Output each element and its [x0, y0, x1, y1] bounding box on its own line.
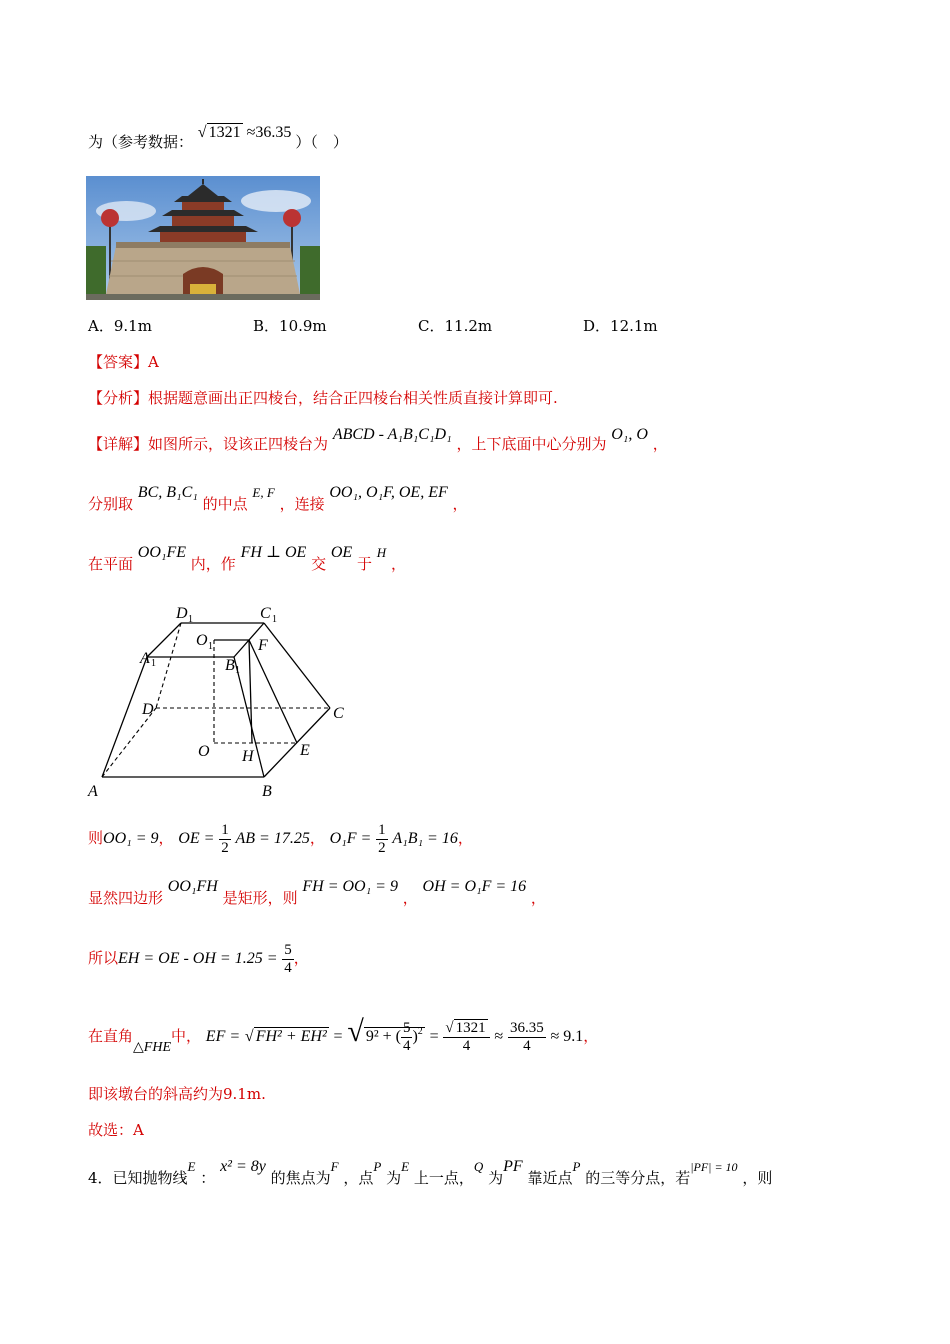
conclusion-line — [88, 1084, 266, 1104]
detail-line-1 — [88, 424, 668, 453]
label-a: A — [88, 783, 98, 800]
calc4-mid: 中， — [171, 1027, 202, 1045]
calc4-triangle: △FHE — [133, 1040, 171, 1055]
option-a[interactable]: A．9.1m — [88, 317, 152, 335]
label-o: O — [198, 743, 210, 760]
segments-name: OO₁, O₁F, OE, EF — [329, 484, 448, 501]
options-row — [88, 316, 748, 336]
q4-f: F — [330, 1159, 339, 1174]
calc1-comma-3: ， — [457, 829, 473, 847]
calc3-comma: ， — [293, 949, 309, 967]
half-den-2: 2 — [378, 839, 386, 856]
line-oe-name: OE — [330, 544, 353, 561]
c4-den: 4 — [402, 1037, 411, 1054]
label-o1-sub: 1 — [208, 641, 213, 652]
analysis-label: 【分析】 — [88, 389, 149, 407]
label-a1: A — [140, 650, 150, 667]
analysis-line — [88, 388, 558, 408]
detail-text-2c: ，连接 — [279, 495, 325, 513]
calc1-o1f-lhs: O₁F = — [329, 830, 372, 847]
calc4-radicand-1: FH² + EH² — [255, 1028, 327, 1045]
q4-p: P — [373, 1159, 382, 1174]
label-d1: D — [176, 605, 188, 622]
half-den-1: 2 — [221, 839, 229, 856]
option-b[interactable]: B．10.9m — [253, 317, 327, 335]
question-tail — [88, 122, 348, 151]
detail-text-3a: 在平面 — [88, 555, 134, 573]
q4-t2: 的焦点为 — [270, 1169, 331, 1187]
half-fraction-1 — [219, 822, 231, 857]
calc-line-4 — [88, 1004, 598, 1060]
frustum-figure — [84, 600, 364, 805]
calc4-comma: ， — [583, 1027, 599, 1045]
conclusion-text: 即该墩台的斜高约为9.1m. — [88, 1085, 266, 1103]
frustum-name: ABCD - A₁B₁C₁D₁ — [332, 426, 452, 443]
calc1-prefix: 则 — [88, 829, 104, 847]
q4-t1: ： — [200, 1169, 216, 1187]
question-4 — [88, 1156, 773, 1187]
detail-text-3c: 交 — [311, 555, 327, 573]
label-d: D — [142, 701, 154, 718]
detail-text-3e: ， — [390, 555, 406, 573]
calc4-five-quarters — [401, 1020, 413, 1055]
q4-pf: PF — [503, 1158, 523, 1175]
label-e: E — [300, 742, 310, 759]
c3-num: 5 — [284, 941, 292, 958]
q4-t7: 靠近点 — [527, 1169, 573, 1187]
answer-label: 【答案】 — [88, 353, 149, 371]
q4-t8: 的三等分点，若 — [585, 1169, 691, 1187]
q4-pf-abs: |PF| = 10 — [690, 1160, 738, 1174]
calc2-comma-1: ， — [402, 889, 418, 907]
five-quarters — [282, 942, 294, 977]
calc4-eq-2: = — [429, 1028, 439, 1045]
answer-line — [88, 352, 159, 372]
answer-value: A — [148, 353, 159, 371]
calc4-radicand-2: 9² + ( $\frac{5}{4}$ )$^2$ — [365, 1019, 423, 1054]
label-b: B — [262, 783, 272, 800]
q4-t3: ，点 — [343, 1169, 374, 1187]
calc2-comma-2: ， — [530, 889, 546, 907]
label-c: C — [333, 705, 344, 722]
label-a1-sub: 1 — [151, 658, 156, 669]
label-b1-sub: 1 — [235, 665, 240, 676]
option-c[interactable]: C．11.2m — [418, 317, 493, 335]
calc1-oe-rhs: AB = 17.25 — [235, 830, 310, 847]
sqrt-reference — [198, 123, 296, 141]
calc1-comma-1: ， — [158, 829, 174, 847]
q4-t6: 为 — [488, 1169, 504, 1187]
calc-line-1 — [88, 816, 473, 860]
calc2-prefix: 显然四边形 — [88, 889, 164, 907]
label-h: H — [242, 748, 254, 765]
label-f: F — [258, 637, 268, 654]
half-fraction-2 — [376, 822, 388, 857]
final-answer-line — [88, 1120, 144, 1140]
calc4-nine-sq: 9² + — [365, 1028, 392, 1045]
detail-label: 【详解】 — [88, 435, 149, 453]
detail-text-1c: ， — [652, 435, 668, 453]
calc2-mid: 是矩形，则 — [222, 889, 298, 907]
question-suffix: ）（ ） — [295, 133, 348, 151]
calc4-n2: 36.35 — [509, 1019, 544, 1036]
final-answer-text: 故选：A — [88, 1121, 144, 1139]
q4-e2: E — [401, 1159, 410, 1174]
calc1-comma-2: ， — [309, 829, 325, 847]
calc1-oo1: OO₁ = 9 — [103, 830, 159, 847]
label-c1-sub: 1 — [272, 614, 277, 625]
q4-t9: ，则 — [742, 1169, 773, 1187]
label-b1: B — [225, 657, 235, 674]
q4-q: Q — [473, 1159, 484, 1174]
q4-t4: 为 — [386, 1169, 402, 1187]
plane-name: OO₁FE — [137, 544, 187, 561]
calc4-eq-1: = — [333, 1028, 343, 1045]
calc4-prefix: 在直角 — [88, 1027, 134, 1045]
detail-line-2 — [88, 482, 468, 513]
detail-text-2d: ， — [452, 495, 468, 513]
q4-number: 4．已知抛物线 — [88, 1169, 188, 1187]
calc4-ef: EF = — [205, 1028, 241, 1045]
calc4-decimal-fraction — [508, 1020, 546, 1055]
detail-text-1b: ，上下底面中心分别为 — [456, 435, 607, 453]
calc4-sqrt-1: √ FH² + EH² — [244, 1028, 327, 1045]
perpendicular-name: FH ⊥ OE — [240, 544, 307, 561]
calc4-result: ≈ 9.1 — [550, 1028, 584, 1045]
approx-value: ≈36.35 — [246, 124, 292, 141]
label-c1: C — [260, 605, 271, 622]
edges-name: BC, B₁C₁ — [137, 484, 198, 501]
calc-line-2 — [88, 876, 546, 907]
calc2-fh: FH = OO₁ = 9 — [302, 878, 398, 895]
midpoints-name: E, F — [252, 485, 275, 500]
analysis-text: 根据题意画出正四棱台，结合正四棱台相关性质直接计算即可. — [148, 389, 558, 407]
q4-p2: P — [572, 1159, 581, 1174]
q4-e: E — [187, 1159, 196, 1174]
tower-photo — [86, 176, 320, 300]
label-o1: O — [196, 632, 208, 649]
half-num-1: 1 — [221, 821, 229, 838]
calc1-o1f-rhs: A₁B₁ = 16 — [392, 830, 458, 847]
detail-text-2b: 的中点 — [202, 495, 248, 513]
calc3-prefix: 所以 — [88, 949, 119, 967]
calc-line-3 — [88, 936, 309, 980]
half-num-2: 1 — [378, 821, 386, 838]
c4-num: 5 — [402, 1019, 411, 1036]
calc2-rect: OO₁FH — [167, 878, 218, 895]
label-d1-sub: 1 — [188, 614, 193, 625]
centers-name: O₁, O — [611, 426, 648, 443]
sqrt-number: 1321 — [208, 124, 241, 141]
calc4-d1: 4 — [462, 1037, 471, 1054]
detail-text-2a: 分别取 — [88, 495, 134, 513]
detail-text-3b: 内，作 — [190, 555, 236, 573]
calc4-n1: 1321 — [455, 1019, 486, 1036]
point-h-name: H — [376, 545, 387, 560]
calc4-sqrt-fraction: $\frac{√ 1321}{4}$ — [443, 1020, 489, 1055]
option-d[interactable]: D．12.1m — [583, 317, 658, 335]
q4-t5: 上一点， — [413, 1169, 474, 1187]
question-prefix: 为（参考数据： — [88, 133, 194, 151]
calc4-d2: 4 — [523, 1037, 531, 1054]
q4-parabola: x² = 8y — [220, 1158, 266, 1175]
detail-text-3d: 于 — [356, 555, 372, 573]
c3-den: 4 — [284, 959, 292, 976]
calc3-eh: EH = OE - OH = 1.25 = — [118, 950, 278, 967]
calc4-sqrt-2: √ — [347, 1015, 364, 1048]
detail-line-3 — [88, 542, 406, 573]
calc1-oe-lhs: OE = — [178, 830, 215, 847]
calc2-oh: OH = O₁F = 16 — [422, 878, 527, 895]
calc4-approx-1: ≈ — [494, 1028, 504, 1045]
sqrt-sign: √ — [197, 124, 207, 141]
detail-text-1a: 如图所示，设该正四棱台为 — [148, 435, 329, 453]
